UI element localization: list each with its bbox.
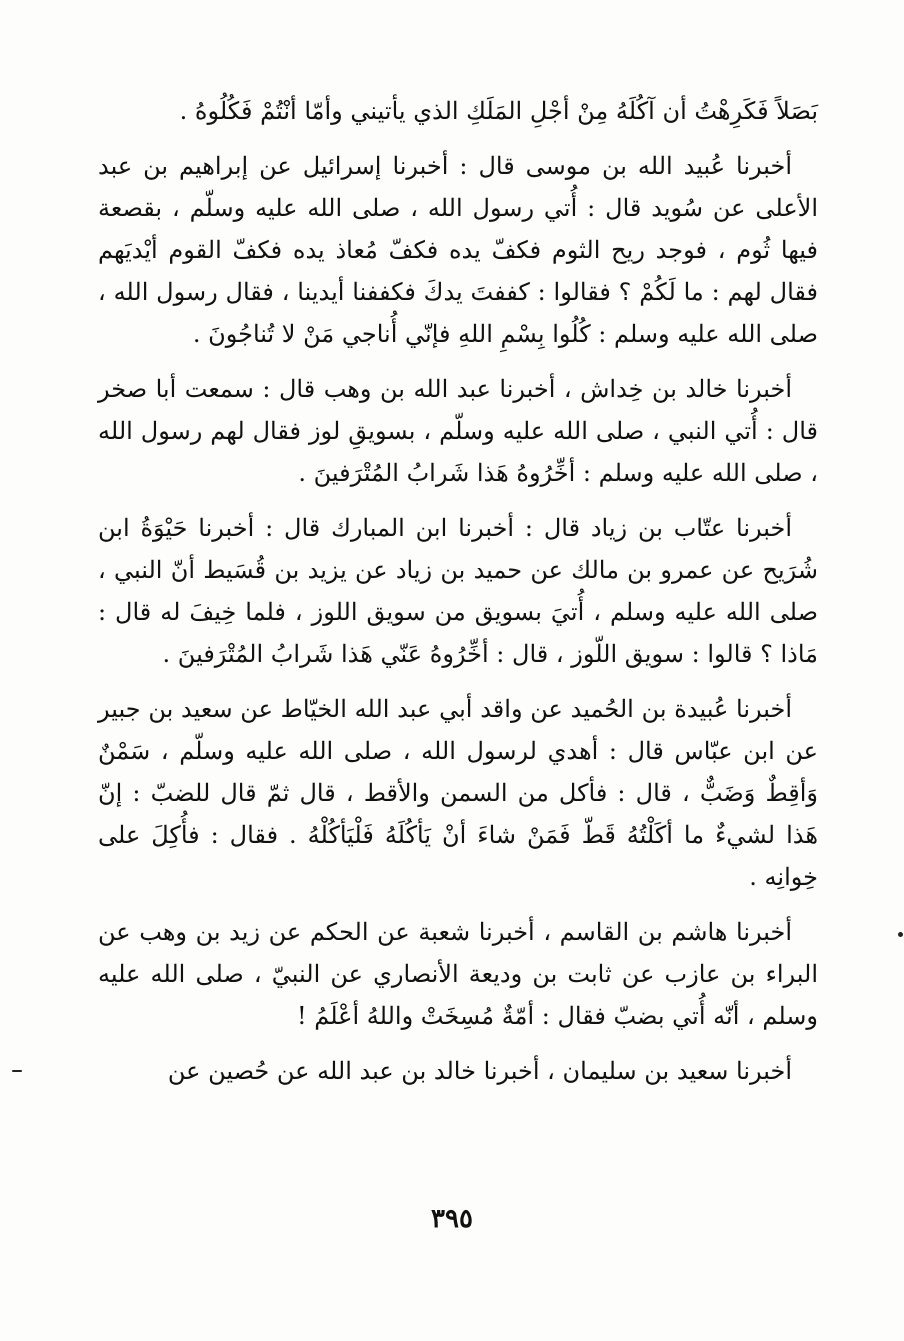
page-number: ٣٩٥ [431,1204,473,1234]
paragraph: أخبرنا هاشم بن القاسم ، أخبرنا شعبة عن الحكم عن زيد بن وهب عن البراء بن عازب عن ثابت بن وديعة الأنصاري عن النبيّ ، صلى الله عليه وسلم ، أنّه أُتي بضبّ فقال : أمّةٌ مُسِخَتْ واللهُ أعْلَمُ ! [98,918,819,1030]
body-text [98,90,818,1105]
paragraph: أخبرنا سعيد بن سليمان ، أخبرنا خالد بن عبد الله عن حُصين عن [167,1057,792,1085]
paragraph: أخبرنا عُبيد الله بن موسى قال : أخبرنا إسرائيل عن إبراهيم بن عبد الأعلى عن سُويد قال : أُتي رسول الله ، صلى الله عليه وسلّم ، بقصعة فيها ثُوم ، فوجد ريح الثوم فكفّ يده فكفّ مُعاذ يده فكفّ القوم أيْديَهم فقال لهم : ما لَكُمْ ؟ فقالوا : كففتَ يدكَ فكففنا أيدينا ، فقال رسول الله ، صلى الله عليه وسلم : كُلُوا بِسْمِ اللهِ فإنّي أُناجي مَنْ لا تُناجُونَ . [98,152,818,348]
paragraph: أخبرنا خالد بن خِداش ، أخبرنا عبد الله بن وهب قال : سمعت أبا صخر قال : أُتي النبي ، صلى الله عليه وسلّم ، بسويقِ لوز فقال لهم رسول الله ، صلى الله عليه وسلم : أخِّرُوهُ هَذا شَرابُ المُتْرَفينَ . [98,375,818,487]
paragraph: أخبرنا عتّاب بن زياد قال : أخبرنا ابن المبارك قال : أخبرنا حَيْوَةُ ابن شُرَيح عن عمرو بن مالك عن حميد بن زياد عن يزيد بن قُسَيط أنّ النبي ، صلى الله عليه وسلم ، أُتيَ بسويق من سويق اللوز ، فلما خِيفَ له قال : مَاذا ؟ قالوا : سويق اللّوز ، قال : أخِّرُوهُ عَنّي هَذا شَرابُ المُتْرَفينَ . [98,514,818,668]
paragraph: بَصَلاً فَكَرِهْتُ أن آكُلَهُ مِنْ أجْلِ المَلَكِ الذي يأتيني وأمّا أنْتُمْ فَكُلُوهُ . [179,97,818,125]
paragraph: أخبرنا عُبيدة بن الحُميد عن واقد أبي عبد الله الخيّاط عن سعيد بن جبير عن ابن عبّاس قال : أهدي لرسول الله ، صلى الله عليه وسلّم ، سَمْنٌ وَأقِطٌ وَضَبٌّ ، قال : فأكل من السمن والأقط ، قال ثمّ قال للضبّ : إنّ هَذا لشيءٌ ما أكَلْتُهُ قَطّ فَمَنْ شاءَ أنْ يَأكُلَهُ فَلْيَأكُلْهُ . فقال : فأُكِلَ على خِوانِه . [98,695,818,891]
scan-mark [898,932,903,937]
scan-mark [12,1070,22,1072]
